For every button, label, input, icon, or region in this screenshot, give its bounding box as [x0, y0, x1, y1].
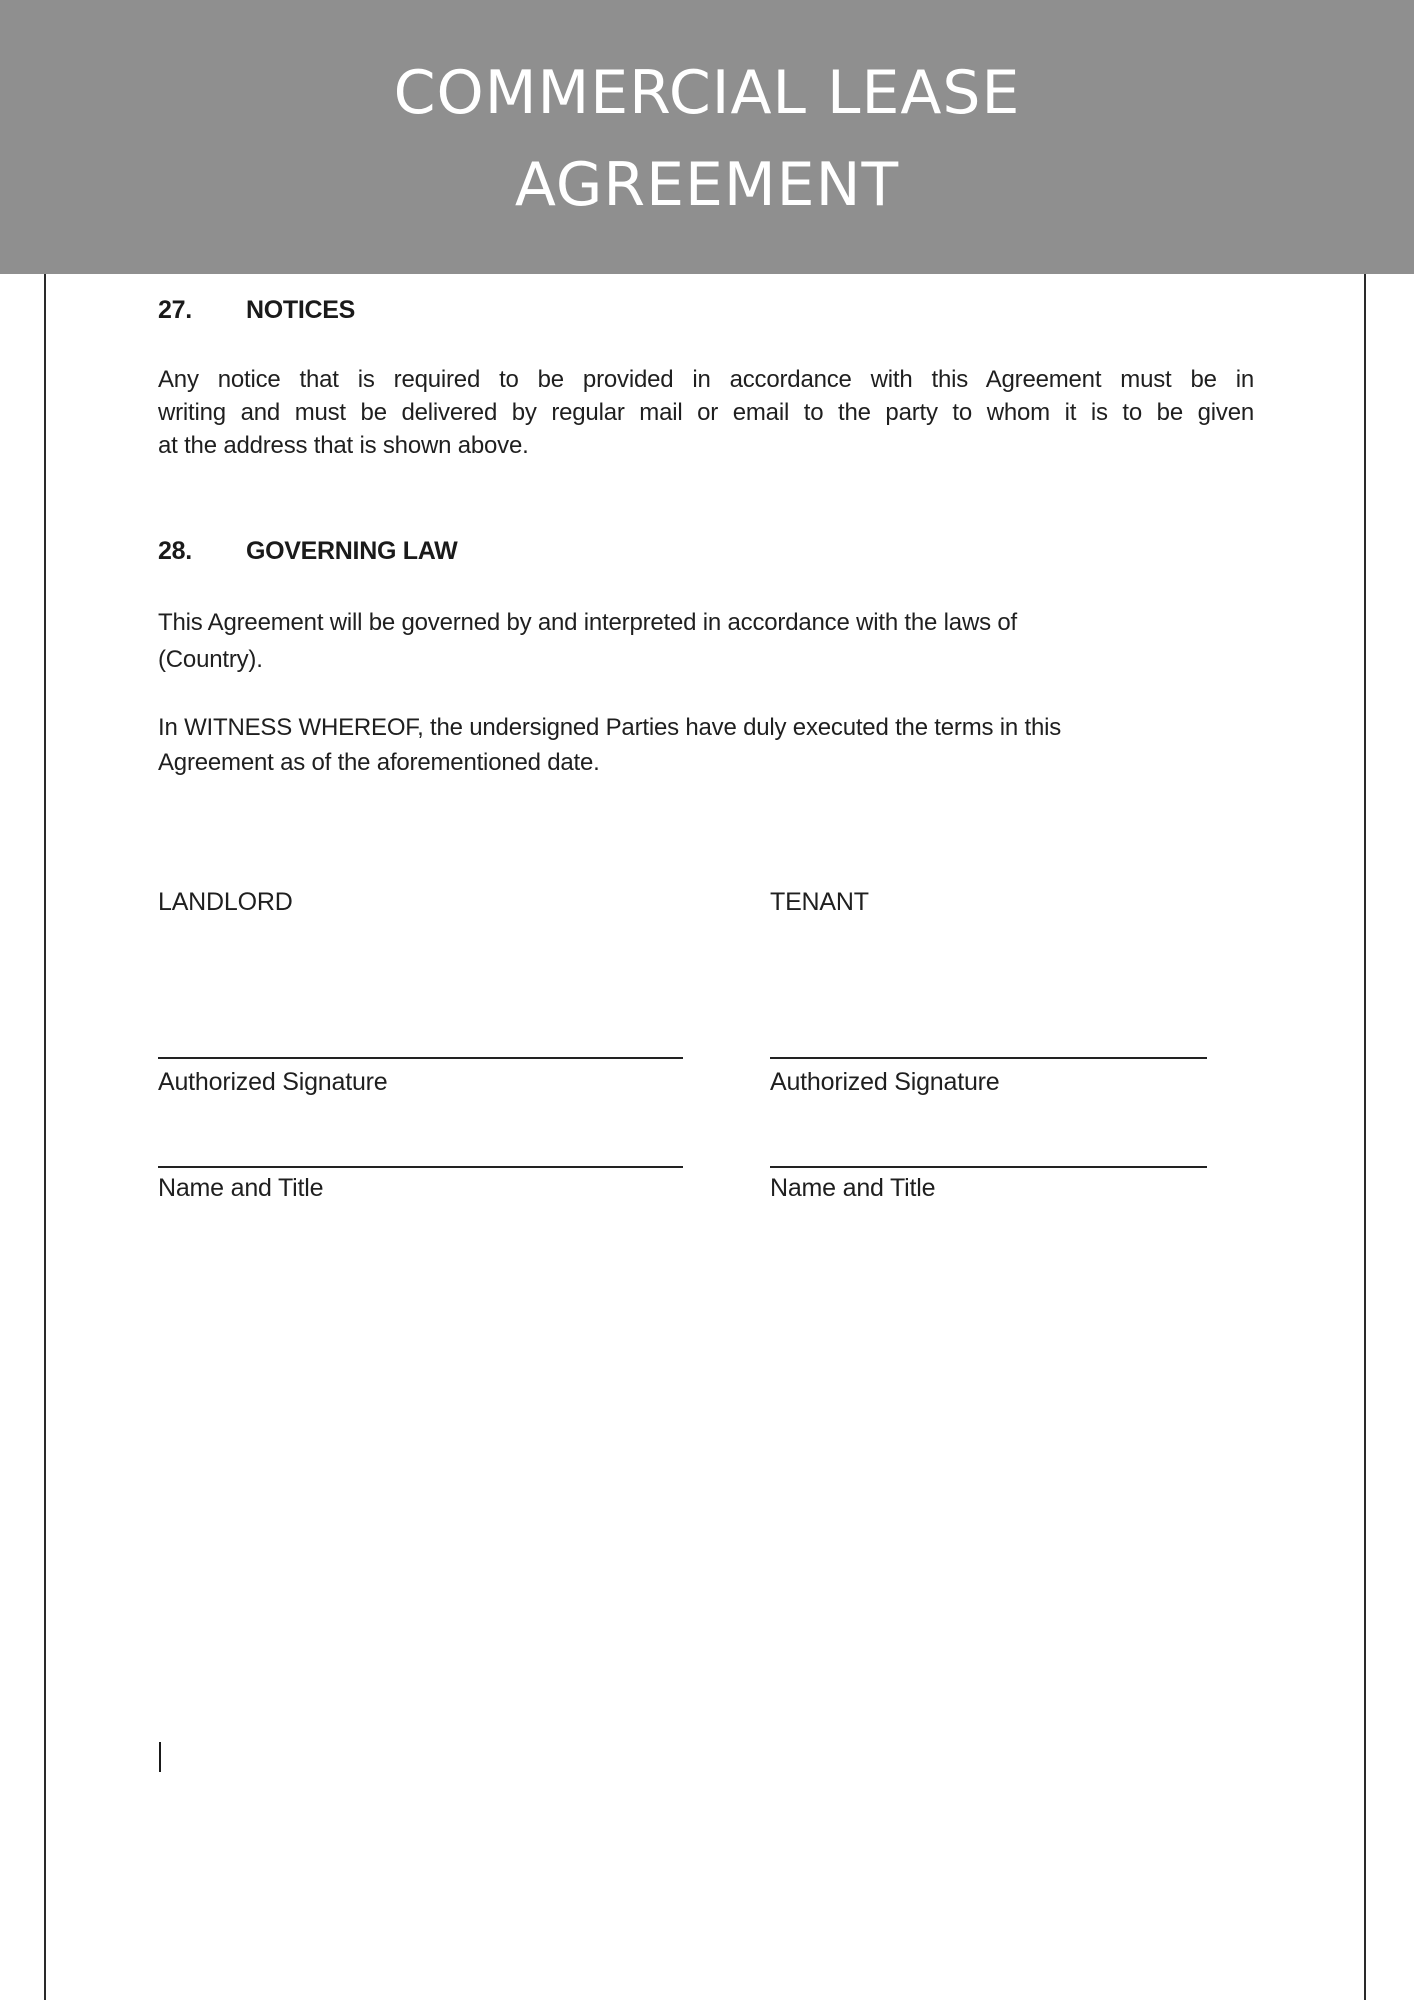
section-27-line-2: writing and must be delivered by regular mail or email to the party to whom it is to be given [158, 399, 1254, 426]
tenant-name-label: Name and Title [770, 1174, 936, 1202]
document-page [44, 0, 1366, 2000]
tenant-heading: TENANT [770, 888, 869, 916]
section-28-line-1: This Agreement will be governed by and interpreted in accordance with the laws of [158, 609, 1017, 636]
landlord-name-label: Name and Title [158, 1174, 324, 1202]
landlord-signature-line [158, 1057, 683, 1059]
section-28-number: 28. [158, 537, 192, 565]
banner-title-line-1: COMMERCIAL LEASE [393, 58, 1021, 128]
text-cursor [159, 1742, 161, 1772]
section-28-title: GOVERNING LAW [246, 537, 458, 565]
banner-title-line-2: AGREEMENT [514, 150, 900, 220]
witness-line-2: Agreement as of the aforementioned date. [158, 749, 600, 776]
landlord-name-line [158, 1166, 683, 1168]
section-27-number: 27. [158, 296, 192, 324]
witness-line-1: In WITNESS WHEREOF, the undersigned Parties have duly executed the terms in this [158, 714, 1062, 741]
tenant-signature-label: Authorized Signature [770, 1068, 1000, 1096]
tenant-name-line [770, 1166, 1207, 1168]
section-28-line-2: (Country). [158, 646, 263, 673]
landlord-signature-label: Authorized Signature [158, 1068, 388, 1096]
tenant-signature-line [770, 1057, 1207, 1059]
section-27-line-3: at the address that is shown above. [158, 432, 529, 459]
section-27-line-1: Any notice that is required to be provided in accordance with this Agreement must be in [158, 366, 1254, 393]
landlord-heading: LANDLORD [158, 888, 293, 916]
section-27-title: NOTICES [246, 296, 356, 324]
header-banner [0, 0, 1414, 274]
